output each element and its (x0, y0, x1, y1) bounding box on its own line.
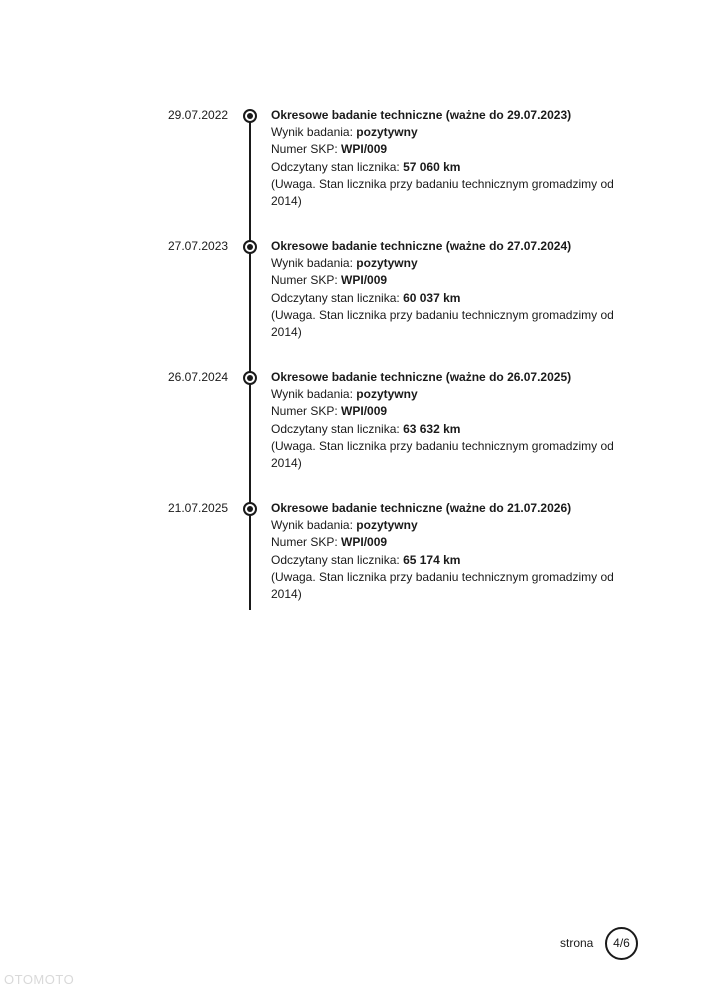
odometer-value: 65 174 km (403, 552, 461, 567)
odometer-note: (Uwaga. Stan licznika przy badaniu technicznym gromadzimy od 2014) (271, 569, 614, 602)
result-value: pozytywny (356, 125, 418, 140)
odometer-line (271, 552, 616, 569)
odometer-note: (Uwaga. Stan licznika przy badaniu technicznym gromadzimy od 2014) (271, 176, 614, 209)
skp-value: WPI/009 (341, 404, 388, 419)
result-label: Wynik badania: (271, 387, 357, 402)
skp-line (271, 272, 616, 289)
timeline-marker-icon (243, 109, 257, 123)
entry-body (271, 107, 616, 210)
entry-date: 21.07.2025 (168, 501, 229, 515)
skp-line (271, 534, 616, 551)
odometer-line (271, 421, 616, 438)
timeline-marker-icon (243, 240, 257, 254)
result-line (271, 124, 616, 141)
timeline-line (249, 114, 251, 610)
result-value: pozytywny (356, 518, 418, 533)
timeline-marker-icon (243, 371, 257, 385)
page-label: strona (560, 936, 594, 950)
odometer-note: (Uwaga. Stan licznika przy badaniu technicznym gromadzimy od 2014) (271, 307, 614, 340)
skp-label: Numer SKP: (271, 273, 342, 288)
skp-line (271, 403, 616, 420)
entry-title: Okresowe badanie techniczne (ważne do 27.07.2024) (271, 239, 572, 253)
odometer-value: 60 037 km (403, 290, 461, 305)
timeline-marker-icon (243, 502, 257, 516)
entry-date: 27.07.2023 (168, 239, 229, 253)
odometer-line (271, 159, 616, 176)
odometer-label: Odczytany stan licznika: (271, 552, 404, 567)
entry-title: Okresowe badanie techniczne (ważne do 21.07.2026) (271, 501, 572, 515)
entry-date: 26.07.2024 (168, 370, 229, 384)
odometer-line (271, 290, 616, 307)
skp-value: WPI/009 (341, 142, 388, 157)
odometer-note: (Uwaga. Stan licznika przy badaniu technicznym gromadzimy od 2014) (271, 438, 614, 471)
result-value: pozytywny (356, 256, 418, 271)
odometer-value: 57 060 km (403, 159, 461, 174)
skp-line (271, 141, 616, 158)
skp-label: Numer SKP: (271, 404, 342, 419)
result-line (271, 386, 616, 403)
result-value: pozytywny (356, 387, 418, 402)
odometer-label: Odczytany stan licznika: (271, 421, 404, 436)
entry-title: Okresowe badanie techniczne (ważne do 26.07.2025) (271, 370, 572, 384)
entry-body (271, 369, 616, 472)
result-line (271, 517, 616, 534)
skp-value: WPI/009 (341, 273, 388, 288)
entry-body (271, 500, 616, 603)
skp-value: WPI/009 (341, 535, 388, 550)
result-label: Wynik badania: (271, 125, 357, 140)
odometer-value: 63 632 km (403, 421, 461, 436)
odometer-label: Odczytany stan licznika: (271, 159, 404, 174)
watermark-logo: OTOMOTO (4, 972, 75, 987)
entry-date: 29.07.2022 (168, 108, 229, 122)
result-label: Wynik badania: (271, 256, 357, 271)
entry-title: Okresowe badanie techniczne (ważne do 29.07.2023) (271, 108, 572, 122)
result-label: Wynik badania: (271, 518, 357, 533)
result-line (271, 255, 616, 272)
page-number-badge: 4/6 (605, 927, 638, 960)
entry-body (271, 238, 616, 341)
skp-label: Numer SKP: (271, 535, 342, 550)
skp-label: Numer SKP: (271, 142, 342, 157)
odometer-label: Odczytany stan licznika: (271, 290, 404, 305)
